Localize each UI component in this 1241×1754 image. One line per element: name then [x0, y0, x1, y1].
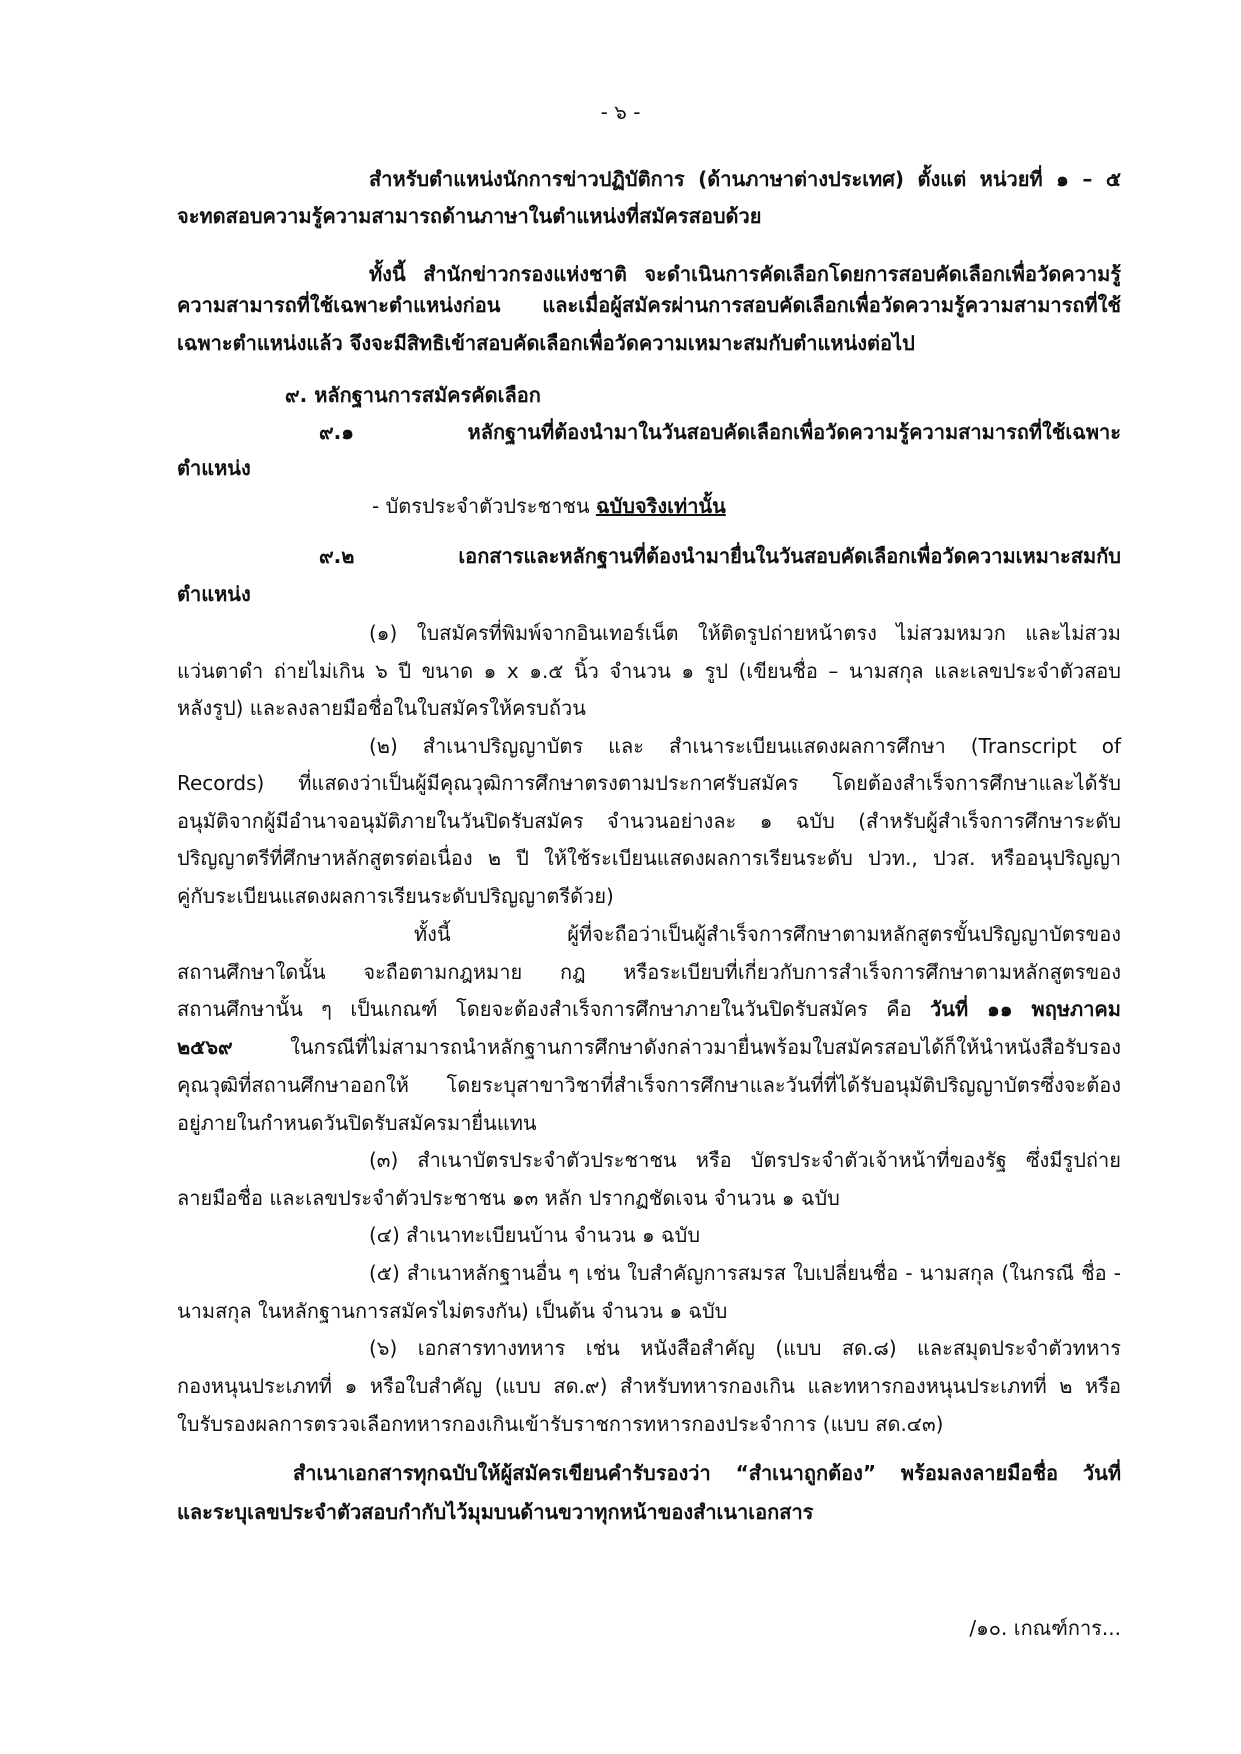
bold-emphasis: ๒๕๖๙: [177, 1035, 233, 1059]
text-segment: (๕) สำเนาหลักฐานอื่น ๆ เช่น ใบสำคัญการสมรส ใบเปลี่ยนชื่อ - นามสกุล (ในกรณี ชื่อ -: [369, 1261, 1121, 1285]
text-line: [177, 656, 1121, 686]
text-segment: (๒) สำเนาปริญญาบัตร และ สำเนาระเบียนแสดงผลการศึกษา (Transcript of: [369, 734, 1121, 758]
text-line: [177, 328, 1121, 358]
text-segment: และระบุเลขประจำตัวสอบกำกับไว้มุมบนด้านขวาทุกหน้าของสำเนาเอกสาร: [177, 1500, 814, 1524]
text-line: [369, 259, 1121, 289]
text-segment: Records) ที่แสดงว่าเป็นผู้มีคุณวุฒิการศึกษาตรงตามประกาศรับสมัคร โดยต้องสำเร็จการศึกษาและได้รับ: [177, 771, 1121, 795]
text-line: [177, 290, 1121, 320]
text-line: [177, 1371, 1121, 1401]
text-line: [293, 1458, 1121, 1488]
text-segment: หลังรูป) และลงลายมือชื่อในใบสมัครให้ครบถ้วน: [177, 696, 586, 720]
text-segment: ความสามารถที่ใช้เฉพาะตำแหน่งก่อน และเมื่อผู้สมัครผ่านการสอบคัดเลือกเพื่อวัดความรู้ความสามารถที่ใช้: [177, 293, 1121, 317]
text-segment: สถานศึกษานั้น ๆ เป็นเกณฑ์ โดยจะต้องสำเร็จการศึกษาภายในวันปิดรับสมัคร คือ: [177, 997, 931, 1021]
text-segment: (๑) ใบสมัครที่พิมพ์จากอินเทอร์เน็ต ให้ติดรูปถ่ายหน้าตรง ไม่สวมหมวก และไม่สวม: [369, 621, 1121, 645]
text-line: [177, 806, 1121, 836]
text-segment: ใบรับรองผลการตรวจเลือกทหารกองเกินเข้ารับราชการทหารกองประจำการ (แบบ สด.๔๓): [177, 1412, 944, 1436]
text-segment: ในกรณีที่ไม่สามารถนำหลักฐานการศึกษาดังกล่าวมายื่นพร้อมใบสมัครสอบได้ก็ให้นำหนังสือรับรอง: [232, 1035, 1121, 1059]
text-line: [177, 957, 1121, 987]
text-line: [177, 994, 1121, 1024]
text-segment: ลายมือชื่อ และเลขประจำตัวประชาชน ๑๓ หลัก ปรากฏชัดเจน จำนวน ๑ ฉบับ: [177, 1186, 840, 1210]
text-line: [369, 164, 1121, 194]
text-segment: ตำแหน่ง: [177, 456, 251, 480]
text-segment: อยู่ภายในกำหนดวันปิดรับสมัครมายื่นแทน: [177, 1111, 537, 1135]
text-line: [177, 1497, 1121, 1527]
text-segment: (๖) เอกสารทางทหาร เช่น หนังสือสำคัญ (แบบ สด.๘) และสมุดประจำตัวทหาร: [369, 1336, 1121, 1360]
text-segment: สำเนาเอกสารทุกฉบับให้ผู้สมัครเขียนคำรับรองว่า “สำเนาถูกต้อง” พร้อมลงลายมือชื่อ วันที่: [293, 1461, 1121, 1485]
text-line: [369, 1258, 1121, 1288]
text-line: [177, 693, 1121, 723]
text-line: [177, 1032, 1121, 1062]
text-segment: สำหรับตำแหน่งนักการข่าวปฏิบัติการ (ด้านภาษาต่างประเทศ) ตั้งแต่ หน่วยที่ ๑ – ๕: [369, 167, 1121, 191]
text-segment: ปริญญาตรีที่ศึกษาหลักสูตรต่อเนื่อง ๒ ปี ให้ใช้ระเบียนแสดงผลการเรียนระดับ ปวท., ปวส. หรืออนุปริญญา: [177, 846, 1121, 870]
text-line: [177, 843, 1121, 873]
text-line: [369, 1145, 1121, 1175]
text-line: [177, 881, 1121, 911]
text-segment: ๙. หลักฐานการสมัครคัดเลือก: [285, 383, 541, 407]
text-line: [177, 1070, 1121, 1100]
text-line: [369, 1220, 1121, 1250]
text-segment: (๓) สำเนาบัตรประจำตัวประชาชน หรือ บัตรประจำตัวเจ้าหน้าที่ของรัฐ ซึ่งมีรูปถ่าย: [369, 1148, 1121, 1172]
text-line: [369, 731, 1121, 761]
text-line: [177, 579, 1121, 609]
text-segment: สถานศึกษาใดนั้น จะถือตามกฎหมาย กฎ หรือระเบียบที่เกี่ยวกับการสำเร็จการศึกษาตามหลักสูตรของ: [177, 960, 1121, 984]
text-segment: อนุมัติจากผู้มีอำนาจอนุมัติภายในวันปิดรับสมัคร จำนวนอย่างละ ๑ ฉบับ (สำหรับผู้สำเร็จการศึกษาระดับ: [177, 809, 1121, 833]
text-segment: นามสกุล ในหลักฐานการสมัครไม่ตรงกัน) เป็นต้น จำนวน ๑ ฉบับ: [177, 1299, 728, 1323]
text-segment: - บัตรประจำตัวประชาชน: [372, 494, 596, 518]
text-line: [177, 1183, 1121, 1213]
text-line: [177, 1296, 1121, 1326]
bold-emphasis: วันที่ ๑๑ พฤษภาคม: [930, 997, 1121, 1021]
text-segment: จะทดสอบความรู้ความสามารถด้านภาษาในตำแหน่งที่สมัครสอบด้วย: [177, 204, 762, 228]
text-line: [177, 201, 1121, 231]
underlined-emphasis: ฉบับจริงเท่านั้น: [595, 494, 726, 518]
page-number: - ๖ -: [600, 100, 641, 124]
text-line: [177, 453, 1121, 483]
text-line: [177, 1409, 1121, 1439]
text-segment: (๔) สำเนาทะเบียนบ้าน จำนวน ๑ ฉบับ: [369, 1223, 701, 1247]
text-segment: แว่นตาดำ ถ่ายไม่เกิน ๖ ปี ขนาด ๑ x ๑.๕ นิ้ว จำนวน ๑ รูป (เขียนชื่อ – นามสกุล และเลขประจำตัวสอบ: [177, 659, 1121, 683]
text-segment: ทั้งนี้ สำนักข่าวกรองแห่งชาติ จะดำเนินการคัดเลือกโดยการสอบคัดเลือกเพื่อวัดความรู้: [369, 262, 1121, 286]
text-line: [177, 1108, 1121, 1138]
text-segment: ตำแหน่ง: [177, 582, 251, 606]
text-line: [319, 541, 1121, 571]
text-line: [319, 417, 1121, 447]
text-line: [369, 1333, 1121, 1363]
text-segment: เฉพาะตำแหน่งแล้ว จึงจะมีสิทธิเข้าสอบคัดเลือกเพื่อวัดความเหมาะสมกับตำแหน่งต่อไป: [177, 331, 915, 355]
text-segment: กองหนุนประเภทที่ ๑ หรือใบสำคัญ (แบบ สด.๙) สำหรับทหารกองเกิน และทหารกองหนุนประเภทที่ ๒ หรือ: [177, 1374, 1121, 1398]
text-segment: ทั้งนี้ ผู้ที่จะถือว่าเป็นผู้สำเร็จการศึกษาตามหลักสูตรขั้นปริญญาบัตรของ: [414, 922, 1121, 946]
text-line: [177, 768, 1121, 798]
text-line: [369, 618, 1121, 648]
text-segment: ๙.๑ หลักฐานที่ต้องนำมาในวันสอบคัดเลือกเพื่อวัดความรู้ความสามารถที่ใช้เฉพาะ: [319, 420, 1121, 444]
text-line: [414, 919, 1121, 949]
text-segment: คู่กับระเบียนแสดงผลการเรียนระดับปริญญาตรีด้วย): [177, 884, 614, 908]
text-segment: ๙.๒ เอกสารและหลักฐานที่ต้องนำมายื่นในวันสอบคัดเลือกเพื่อวัดความเหมาะสมกับ: [319, 544, 1121, 568]
text-line: [372, 491, 1121, 521]
text-segment: คุณวุฒิที่สถานศึกษาออกให้ โดยระบุสาขาวิชาที่สำเร็จการศึกษาและวันที่ที่ได้รับอนุมัติปริญญาบัตรซึ่งจะต้อง: [177, 1073, 1121, 1097]
continuation-note: /๑๐. เกณฑ์การ...: [969, 1616, 1121, 1640]
text-line: [285, 380, 1121, 410]
